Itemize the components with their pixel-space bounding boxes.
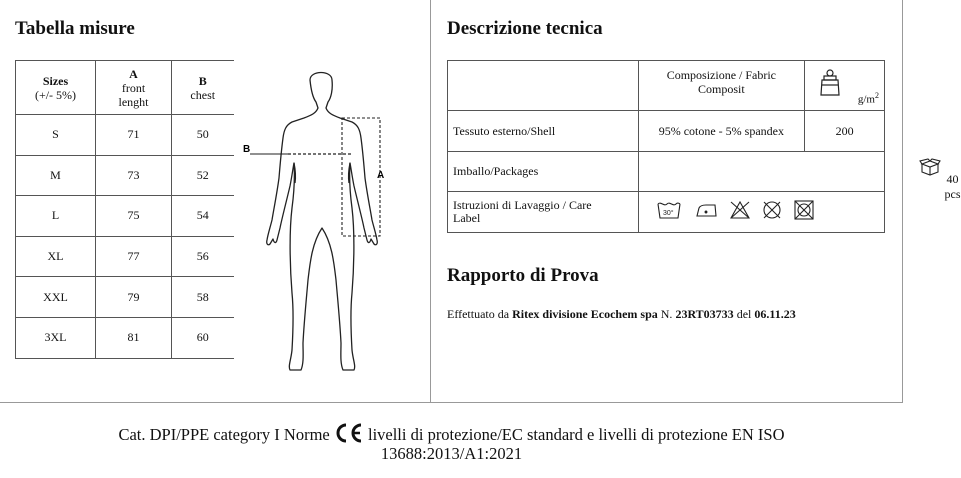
care-label [448,192,639,233]
shell-weight: 200 [805,111,885,152]
front-length-cell: 73 [96,155,172,196]
header-b-letter: B [198,73,207,88]
front-length-cell: 75 [96,196,172,237]
label-b: B [243,144,251,155]
report-date: 06.11.23 [754,307,796,321]
header-a-letter: A [129,66,138,81]
table-row [448,111,885,152]
table-row [16,155,234,196]
care-label-line1: Istruzioni di Lavaggio / Care [453,198,592,212]
weight-unit-text: g/m [857,94,875,106]
front-length-cell: 79 [96,277,172,318]
size-cell: XL [16,236,96,277]
care-symbols [638,192,884,233]
shell-composition: 95% cotone - 5% spandex [638,111,805,152]
chest-cell: 56 [172,236,234,277]
front-length-cell: 77 [96,236,172,277]
report-n-label: N. [660,307,673,321]
header-tolerance: (+/- 5%) [34,87,77,102]
weight-unit-exp: 2 [875,91,879,101]
weight-icon [818,68,842,98]
tech-title: Descrizione tecnica [447,18,603,39]
chest-cell: 52 [172,155,234,196]
weight-header [805,61,885,111]
size-table [15,60,234,359]
no-tumble-dry-icon [795,201,813,219]
front-length-cell: 81 [96,317,172,358]
tech-header-row [448,61,885,111]
tech-table [447,60,961,233]
footer-divider [0,402,903,403]
size-cell: L [16,196,96,237]
iron-icon [697,205,716,216]
report-company: Ritex divisione Ecochem spa [512,307,658,321]
chest-cell: 54 [172,196,234,237]
packages-value: 40 pcs [944,172,961,201]
packages-cell [638,152,961,201]
report-line [447,307,796,322]
size-cell: XXL [16,277,96,318]
composition-header-line2: Composit [698,82,745,96]
no-bleach-icon [731,202,749,218]
header-a [96,61,172,115]
ce-mark-icon [334,423,364,443]
header-sizes-label: Sizes [42,73,69,88]
no-dry-clean-icon [764,202,780,218]
table-row [16,317,234,358]
care-label-line2: Label [453,211,481,225]
header-a-line1: front [121,80,146,95]
table-row [448,152,885,192]
size-cell: 3XL [16,317,96,358]
report-number: 23RT03733 [675,307,734,321]
size-cell: M [16,155,96,196]
header-sizes [16,61,96,115]
header-a-line2: lenght [118,94,149,109]
report-del-label: del [736,307,752,321]
chest-cell: 50 [172,115,234,156]
chest-cell: 58 [172,277,234,318]
size-table-header [16,61,234,115]
column-divider [430,0,431,403]
label-a: A [377,170,385,181]
weight-unit [858,91,879,106]
packages-label: Imballo/Packages [448,152,639,192]
empty-cell [448,61,639,111]
header-b-label: chest [190,87,216,102]
report-title: Rapporto di Prova [447,265,599,286]
composition-header [638,61,805,111]
footer [0,423,903,463]
table-row [16,236,234,277]
table-row [16,277,234,318]
wash-temp: 30° [663,210,674,217]
footer-text-after: livelli di protezione/EC standard e livelli di protezione EN ISO [367,425,785,444]
front-length-cell: 71 [96,115,172,156]
footer-text-before: Cat. DPI/PPE category I Norme [118,425,330,444]
header-b [172,61,234,115]
report-prefix: Effettuato da [447,307,510,321]
care-icons-row [656,198,826,222]
table-row [448,192,885,233]
shell-label: Tessuto esterno/Shell [448,111,639,152]
body-measurement-figure [240,68,400,378]
size-cell: S [16,115,96,156]
composition-header-line1: Composizione / Fabric [666,68,777,82]
table-row [16,196,234,237]
table-row [16,115,234,156]
box-icon [919,158,941,176]
footer-line2: 13688:2013/A1:2021 [380,444,523,463]
chest-cell: 60 [172,317,234,358]
wash-30-icon [658,203,680,218]
size-table-title: Tabella misure [15,18,135,39]
